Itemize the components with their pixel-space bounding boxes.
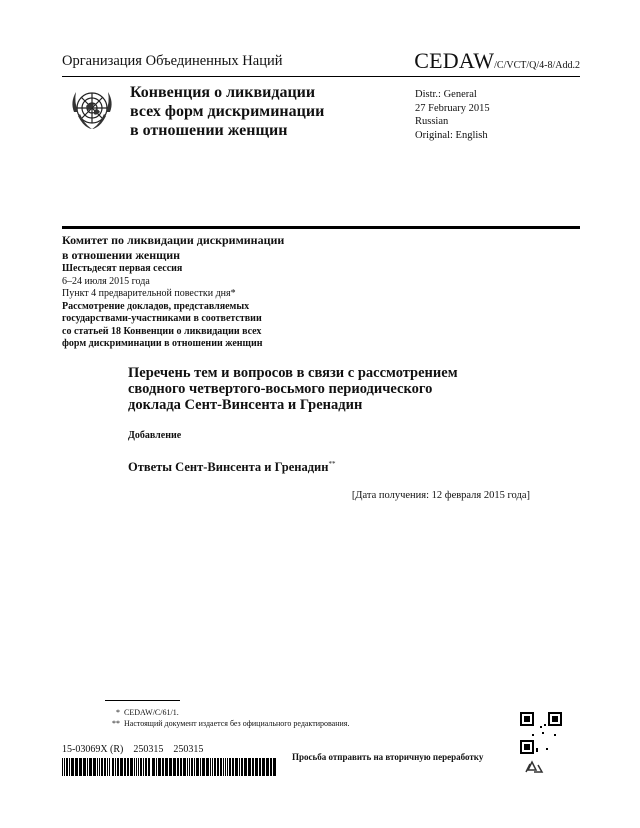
footnote-mark: ** — [112, 719, 120, 728]
convention-title — [130, 83, 370, 140]
footnote — [116, 707, 349, 718]
distribution-block — [415, 88, 490, 142]
recycle-note: Просьба отправить на вторичную переработку — [292, 752, 484, 762]
consideration-line: форм дискриминации в отношении женщин — [62, 338, 263, 349]
distribution-status: Distr.: General — [415, 89, 477, 100]
committee-line: Комитет по ликвидации дискриминации — [62, 233, 285, 247]
document-number: 15-03069X (R) 250315 250315 — [62, 744, 204, 755]
organization-name: Организация Объединенных Наций — [62, 53, 283, 69]
recycle-icon — [520, 756, 550, 776]
received-date: [Дата получения: 12 февраля 2015 года] — [351, 490, 530, 501]
footnote — [112, 718, 349, 729]
qr-code-icon — [520, 712, 562, 754]
footnote-mark: * — [116, 708, 120, 717]
answers-text: Ответы Сент-Винсента и Гренадин — [128, 460, 329, 475]
barcode-icon — [62, 758, 277, 776]
original-language: Original: English — [415, 129, 488, 141]
title-line: Перечень тем и вопросов в связи с рассмотрением — [128, 365, 458, 381]
footnote-mark: ** — [328, 460, 336, 468]
answers-heading — [128, 460, 335, 475]
document-symbol — [414, 48, 580, 74]
convention-line: Конвенция о ликвидации — [130, 84, 316, 101]
symbol-suffix: /C/VCT/Q/4-8/Add.2 — [494, 60, 580, 71]
footnotes — [112, 707, 350, 729]
document-title — [128, 365, 508, 413]
document-date: 27 February 2015 — [415, 102, 490, 114]
session-dates: 6–24 июля 2015 года — [62, 275, 150, 287]
convention-line: всех форм дискриминации — [130, 103, 325, 120]
thick-rule — [62, 226, 580, 229]
document-language: Russian — [415, 116, 449, 127]
consideration-line: Рассмотрение докладов, представляемых — [62, 300, 250, 312]
title-line: сводного четвертого-восьмого периодического — [128, 381, 433, 397]
session-info — [62, 263, 322, 351]
header-rule — [62, 76, 580, 77]
agenda-item: Пункт 4 предварительной повестки дня* — [62, 288, 236, 299]
un-emblem-icon — [64, 82, 120, 138]
title-line: доклада Сент-Винсента и Гренадин — [128, 397, 363, 413]
footnote-rule — [105, 700, 180, 701]
symbol-main: CEDAW — [414, 48, 495, 73]
footnote-text: CEDAW/C/61/1. — [124, 708, 179, 717]
committee-line: в отношении женщин — [62, 248, 181, 262]
consideration-line: государствами-участниками в соответствии — [62, 313, 262, 324]
convention-line: в отношении женщин — [130, 122, 288, 139]
addendum-label: Добавление — [128, 430, 182, 441]
session-name: Шестьдесят первая сессия — [62, 263, 183, 274]
consideration-line: со статьей 18 Конвенции о ликвидации всех — [62, 325, 262, 337]
footnote-text: Настоящий документ издается без официального редактирования. — [124, 719, 350, 728]
committee-name — [62, 233, 322, 263]
